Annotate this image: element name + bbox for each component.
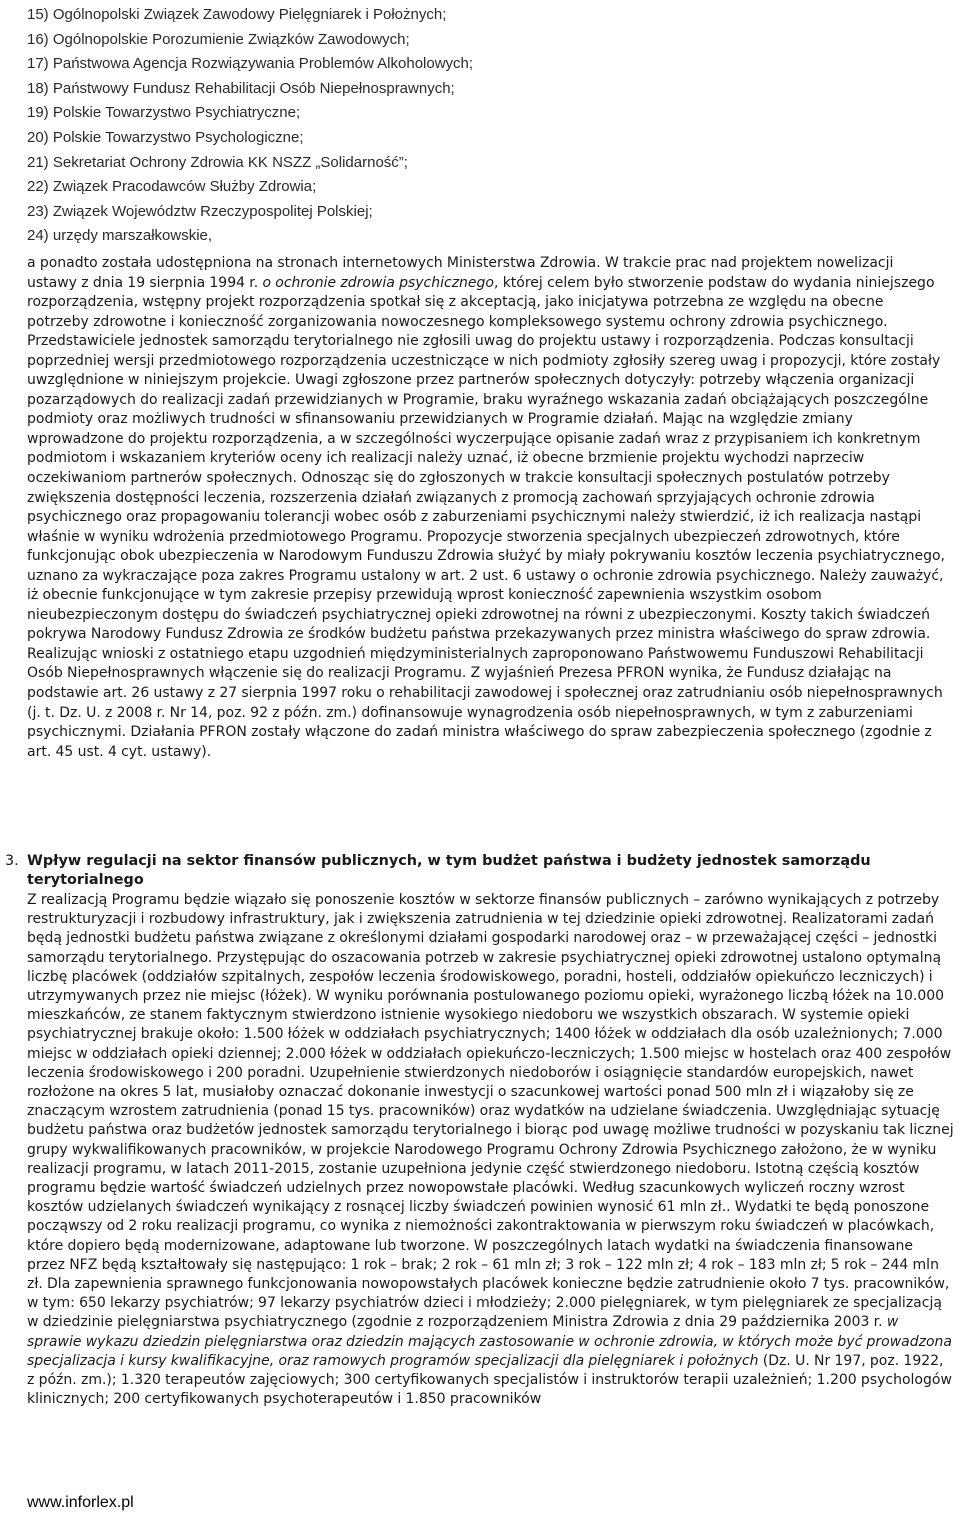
- list-item: 16) Ogólnopolskie Porozumienie Związków Zawodowych;: [27, 30, 410, 48]
- list-item: 15) Ogólnopolski Związek Zawodowy Pielęgniarek i Położnych;: [27, 6, 447, 23]
- paragraph-text: a ponadto została udostępniona na stronach internetowych Ministerstwa Zdrowia. W trakcie prac nad projektem nowelizacji ustawy z dnia 19 sierpnia 1994 r.: [27, 255, 894, 291]
- footer-url-link[interactable]: www.inforlex.pl: [27, 1494, 134, 1511]
- list-item: 23) Związek Województw Rzeczypospolitej Polskiej;: [27, 202, 373, 220]
- list-item: 19) Polskie Towarzystwo Psychiatryczne;: [27, 104, 301, 122]
- section-number: 3.: [5, 853, 19, 869]
- paragraph-text: (Dz. U. Nr 197, poz. 1922, z późn. zm.); 1.320 terapeutów zajęciowych; 300 certyfikowanych specjalistów i instruktorów terapii uzależnień; 1.200 psychologów klinicznych; 200 certyfikowanych psychoterapeutów i 1.850 pracowników: [27, 1352, 952, 1408]
- list-item: 21) Sekretariat Ochrony Zdrowia KK NSZZ „Solidarność”;: [27, 153, 408, 171]
- list-item: 18) Państwowy Fundusz Rehabilitacji Osób Niepełnosprawnych;: [27, 79, 455, 97]
- paragraph-text: Z realizacją Programu będzie wiązało się ponoszenie kosztów w sektorze finansów publicznych – zarówno wynikających z potrzeby restrukturyzacji i rozbudowy infrastruktury, jak i zwiększenia zatrudnienia w tej dziedzinie opieki zdrowotnej. Realizatorami zadań będą jednostki budżetu państwa związane z określonymi działami gospodarki narodowej oraz – w przeważającej części – jednostki samorządu terytorialnego. Przystępując do oszacowania potrzeb w zakresie psychiatrycznej opieki zdrowotnej ustalono optymalną liczbę placówek (oddziałów szpitalnych, zespołów leczenia środowiskowego, poradni, hosteli, oddziałów opiekuńczo leczniczych) i utrzymywanych przez nie miejsc (łóżek). W wyniku porównania postulowanego poziomu opieki, wyrażonego liczbą łóżek na 10.000 mieszkańców, ze stanem faktycznym stwierdzono istnienie wysokiego niedoboru we wszystkich obszarach. W systemie opieki psychiatrycznej brakuje około: 1.500 łóżek w oddziałach psychiatrycznych; 1400 łóżek w oddziałach dla osób uzależnionych; 7.000 miejsc w oddziałach opieki dziennej; 2.000 łóżek w oddziałach opiekuńczo-leczniczych; 1.500 miejsc w hostelach oraz 400 zespołów leczenia środowiskowego i 200 poradni. Uzupełnienie stwierdzonych niedoborów i osiągnięcie standardów europejskich, nawet rozłożone na okres 5 lat, musiałoby oznaczać dokonanie inwestycji o szacunkowej wartości ponad 500 mln zł i wiązałoby się ze znaczącym wzrostem zatrudnienia (ponad 15 tys. pracowników) oraz wydatków na udzielane świadczenia. Uwzględniając sytuację budżetu państwa oraz budżetów jednostek samorządu terytorialnego i biorąc pod uwagę możliwe trudności w pozyskaniu tak licznej grupy wykwalifikowanych pracowników, w projekcie Narodowego Programu Ochrony Zdrowia Psychicznego założono, że w wyniku realizacji programu, w latach 2011-2015, zostanie uzupełniona jedynie część stwierdzonego niedoboru. Istotną częścią kosztów programu będzie wartość świadczeń udzielnych przez nowopowstałe placówki. Według szacunkowych wyliczeń roczny wzrost kosztów udzielanych świadczeń wynikający z rosnącej liczby świadczeń powinien wynosić 61 mln zł.. Wydatki te będą ponoszone począwszy od 2 roku realizacji programu, co wynika z niemożności zakontraktowania w pierwszym roku świadczeń w placówkach, które dopiero będą modernizowane, adaptowane lub tworzone. W poszczególnych latach wydatki na świadczenia finansowane przez NFZ będą kształtowały się następująco: 1 rok – brak; 2 rok – 61 mln zł; 3 rok – 122 mln zł; 4 rok – 183 mln zł; 5 rok – 244 mln zł. Dla zapewnienia sprawnego funkcjonowania nowopowstałych placówek konieczne będzie zatrudnienie około 7 tys. pracowników, w tym: 650 lekarzy psychiatrów; 97 lekarzy psychiatrów dzieci i młodzieży; 2.000 pielęgniarek, w tym pielęgniarek ze specjalizacją w dziedzinie pielęgniarstwa psychiatrycznego (zgodnie z rozporządzeniem Ministra Zdrowia z dnia 29 października 2003 r.: [27, 892, 954, 1331]
- consultation-paragraph: [27, 254, 947, 762]
- section-heading: Wpływ regulacji na sektor finansów publicznych, w tym budżet państwa i budżety jednostek samorządu terytorialnego: [27, 853, 871, 889]
- list-item: 24) urzędy marszałkowskie,: [27, 227, 213, 245]
- list-item: 17) Państwowa Agencja Rozwiązywania Problemów Alkoholowych;: [27, 55, 474, 73]
- statute-title: o ochronie zdrowia psychicznego: [262, 274, 494, 291]
- section-paragraph: [27, 891, 955, 1409]
- list-item: 22) Związek Pracodawców Służby Zdrowia;: [27, 178, 317, 196]
- consulted-entities-list: [27, 3, 473, 249]
- list-item: 20) Polskie Towarzystwo Psychologiczne;: [27, 128, 304, 146]
- paragraph-text: , której celem było stworzenie podstaw do wydania niniejszego rozporządzenia, wstępny projekt rozporządzenia spotkał się z akceptacją, jako inicjatywa potrzebna ze względu na obecne potrzeby zdrowotne i konieczność zorganizowania nowoczesnego kompleksowego systemu ochrony zdrowia psychicznego. Przedstawiciele jednostek samorządu terytorialnego nie zgłosili uwag do projektu ustawy i rozporządzenia. Podczas konsultacji poprzedniej wersji przedmiotowego rozporządzenia uczestniczące w nich podmioty zgłosiły szereg uwag i propozycji, które zostały uwzględnione w niniejszym projekcie. Uwagi zgłoszone przez partnerów społecznych dotyczyły: potrzeby włączenia organizacji pozarządowych do realizacji zadań przewidzianych w Programie, braku wyraźnego wskazania zadań obciążających poszczególne podmioty oraz możliwych trudności w sfinansowaniu przewidzianych w Programie działań. Mając na względzie zmiany wprowadzone do projektu rozporządzenia, a w szczególności wyczerpujące opisanie zadań wraz z przypisaniem ich konkretnym podmiotom i wskazaniem kryteriów oceny ich realizacji należy uznać, iż obecne brzmienie projektu wychodzi naprzeciw oczekiwaniom partnerów społecznych. Odnosząc się do zgłoszonych w trakcie konsultacji społecznych postulatów potrzeby zwiększenia dostępności leczenia, rozszerzenia działań związanych z promocją zachowań sprzyjających ochronie zdrowia psychicznego oraz propagowaniu tolerancji wobec osób z zaburzeniami psychicznymi należy stwierdzić, iż ich realizacja nastąpi właśnie w wyniku wdrożenia przedmiotowego Programu. Propozycje stworzenia specjalnych ubezpieczeń zdrowotnych, które funkcjonując obok ubezpieczenia w Narodowym Funduszu Zdrowia służyć by miały pokrywaniu kosztów leczenia psychiatrycznego, uznano za wykraczające poza zakres Programu ustalony w art. 2 ust. 6 ustawy o ochronie zdrowia psychicznego. Należy zauważyć, iż obecnie funkcjonujące w tym zakresie przepisy przewidują wprost konieczność zapewnienia wszystkim osobom nieubezpieczonym dostępu do świadczeń psychiatrycznej opieki zdrowotnej na równi z ubezpieczonymi. Koszty takich świadczeń pokrywa Narodowy Fundusz Zdrowia ze środków budżetu państwa przekazywanych przez ministra właściwego do spraw zdrowia. Realizując wnioski z ostatniego etapu uzgodnień międzyministerialnych zaproponowano Państwowemu Funduszowi Rehabilitacji Osób Niepełnosprawnych włączenie się do realizacji Programu. Z wyjaśnień Prezesa PFRON wynika, że Fundusz działając na podstawie art. 26 ustawy z 27 sierpnia 1997 roku o rehabilitacji zawodowej i społecznej oraz zatrudnianiu osób niepełnosprawnych (j. t. Dz. U. z 2008 r. Nr 14, poz. 92 z późn. zm.) dofinansowuje wynagrodzenia osób niepełnosprawnych, w tym z zaburzeniami psychicznymi. Działania PFRON zostały włączone do zadań ministra właściwego do spraw zabezpieczenia społecznego (zgodnie z art. 45 ust. 4 cyt. ustawy).: [27, 274, 945, 760]
- regulation-title: w sprawie wykazu dziedzin pielęgniarstwa oraz dziedzin mających zastosowanie w ochronie zdrowia, w których może być prowadzona specjalizacja i kursy kwalifikacyjne, oraz ramowych programów specjalizacji dla pielęgniarek i położnych: [27, 1314, 953, 1369]
